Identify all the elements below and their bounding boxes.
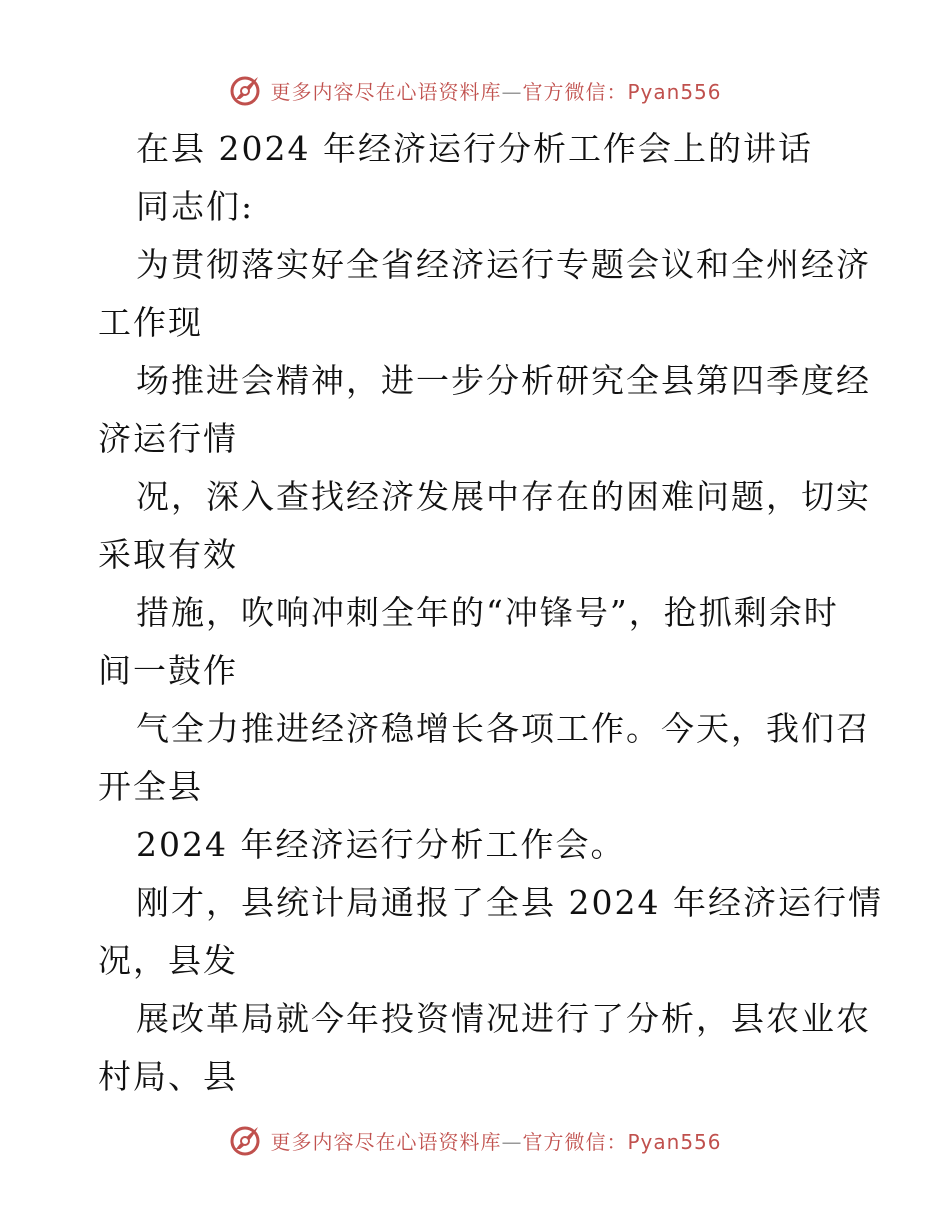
salutation: 同志们: (136, 187, 255, 226)
paragraph-line: 刚才，县统计局通报了全县 2024 年经济运行情 (136, 883, 883, 922)
paragraph-line: 村局、县 (98, 1057, 238, 1096)
paragraph-line: 间一鼓作 (98, 651, 238, 690)
paragraph-line: 气全力推进经济稳增长各项工作。今天，我们召 (136, 709, 871, 748)
watermark-text: 更多内容尽在心语资料库—官方微信：Pyan556 (270, 79, 722, 104)
paragraph-line: 展改革局就今年投资情况进行了分析，县农业农 (136, 999, 871, 1038)
footer-watermark (0, 1120, 950, 1160)
paragraph-line: 开全县 (98, 767, 203, 806)
paragraph-line: 况，县发 (98, 941, 238, 980)
header-watermark (0, 70, 950, 110)
document-title: 在县 2024 年经济运行分析工作会上的讲话 (136, 129, 813, 168)
quill-seal-icon (228, 73, 262, 107)
paragraph-line: 况，深入查找经济发展中存在的困难问题，切实 (136, 477, 871, 516)
paragraph-line: 为贯彻落实好全省经济运行专题会议和全州经济 (136, 245, 871, 284)
paragraph-line: 采取有效 (98, 535, 238, 574)
paragraph-line: 工作现 (98, 303, 203, 342)
quill-seal-icon (228, 1123, 262, 1157)
paragraph-line: 措施，吹响冲刺全年的“冲锋号”，抢抓剩余时 (136, 593, 839, 632)
paragraph-line: 济运行情 (98, 419, 238, 458)
paragraph-line: 2024 年经济运行分析工作会。 (136, 825, 626, 864)
document-body (98, 120, 883, 1106)
watermark-text: 更多内容尽在心语资料库—官方微信：Pyan556 (270, 1129, 722, 1154)
paragraph-line: 场推进会精神，进一步分析研究全县第四季度经 (136, 361, 871, 400)
